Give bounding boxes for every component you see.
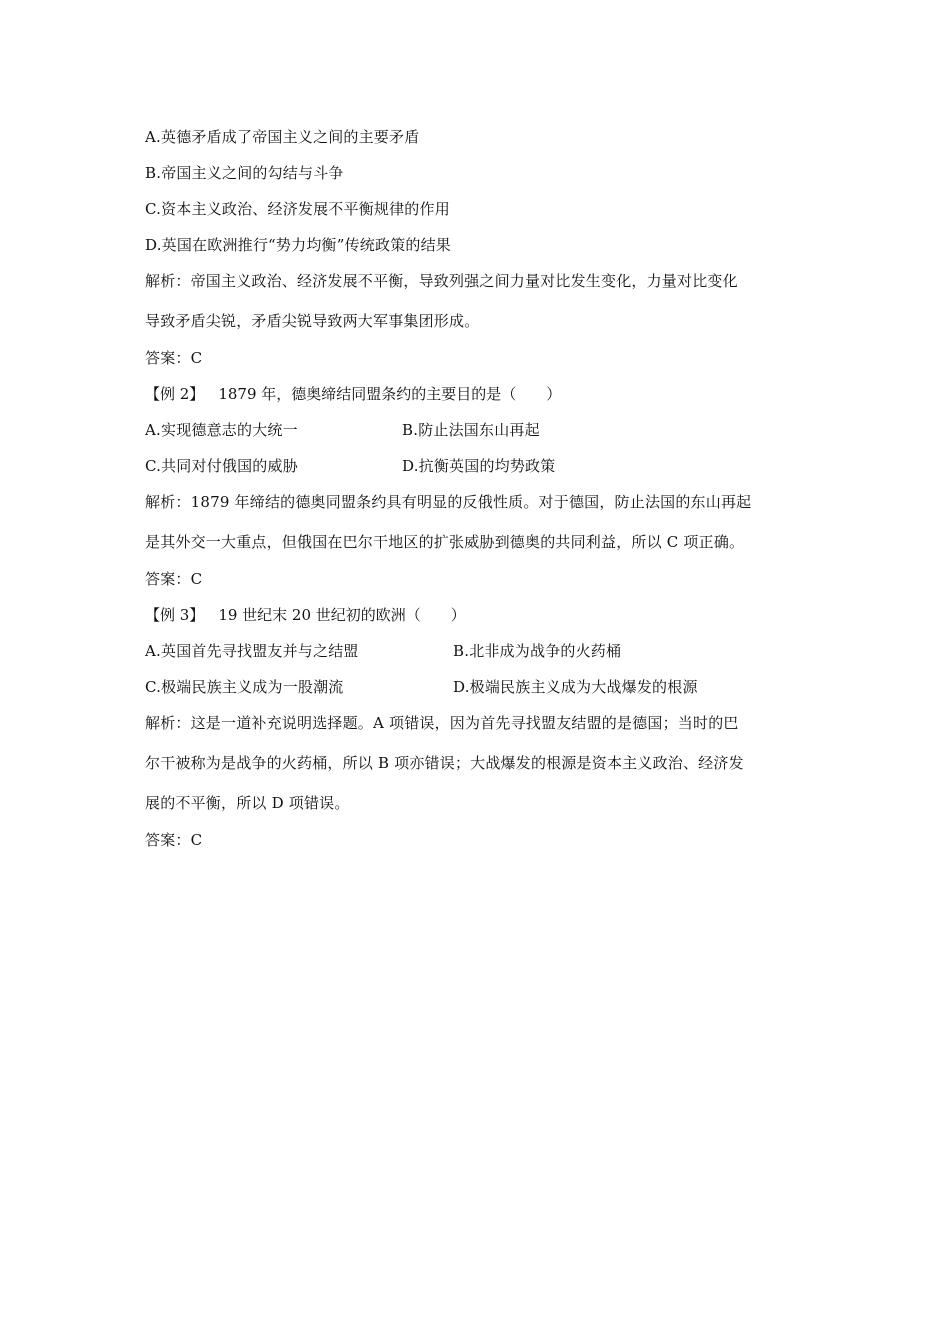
q1-option-c: C.资本主义政治、经济发展不平衡规律的作用 [145,200,450,218]
q3-heading [145,605,466,625]
q2-option-b: B.防止法国东山再起 [402,421,540,439]
q1-option-a: A.英德矛盾成了帝国主义之间的主要矛盾 [145,128,420,146]
q2-tag: 【例 2】 [145,385,205,403]
q3-analysis-line-1: 解析：这是一道补充说明选择题。A 项错误，因为首先寻找盟友结盟的是德国；当时的巴 [145,714,739,732]
q3-analysis-line-3: 展的不平衡，所以 D 项错误。 [145,794,350,812]
q1-analysis-line-2: 导致矛盾尖锐，矛盾尖锐导致两大军事集团形成。 [145,312,480,330]
q3-options-row-1 [145,641,810,661]
q3-option-c: C.极端民族主义成为一股潮流 [145,678,344,696]
q3-options-row-2 [145,677,810,697]
q2-analysis-line-1: 解析：1879 年缔结的德奥同盟条约具有明显的反俄性质。对于德国，防止法国的东山再起 [145,493,752,511]
q2-heading [145,384,561,404]
q2-analysis-line-2: 是其外交一大重点，但俄国在巴尔干地区的扩张威胁到德奥的共同利益，所以 C 项正确。 [145,533,745,551]
q3-analysis-line-2: 尔干被称为是战争的火药桶，所以 B 项亦错误；大战爆发的根源是资本主义政治、经济发 [145,754,744,772]
q2-option-a: A.实现德意志的大统一 [145,421,298,439]
q3-stem: 19 世纪末 20 世纪初的欧洲（ ） [218,606,466,624]
q2-options-row-2 [145,456,810,476]
q1-analysis-line-1: 解析：帝国主义政治、经济发展不平衡，导致列强之间力量对比发生变化，力量对比变化 [145,272,738,290]
q2-stem: 1879 年，德奥缔结同盟条约的主要目的是（ ） [218,385,562,403]
q3-option-b: B.北非成为战争的火药桶 [453,642,622,660]
q2-options-row-1 [145,420,810,440]
q2-option-d: D.抗衡英国的均势政策 [402,457,556,475]
q1-option-b: B.帝国主义之间的勾结与斗争 [145,164,344,182]
q1-answer: 答案：C [145,349,203,367]
q2-option-c: C.共同对付俄国的威胁 [145,457,298,475]
q2-answer: 答案：C [145,570,203,588]
q1-option-d: D.英国在欧洲推行“势力均衡”传统政策的结果 [145,236,451,254]
q3-option-d: D.极端民族主义成为大战爆发的根源 [453,678,698,696]
q3-answer: 答案：C [145,831,203,849]
q3-tag: 【例 3】 [145,606,205,624]
q3-option-a: A.英国首先寻找盟友并与之结盟 [145,642,359,660]
